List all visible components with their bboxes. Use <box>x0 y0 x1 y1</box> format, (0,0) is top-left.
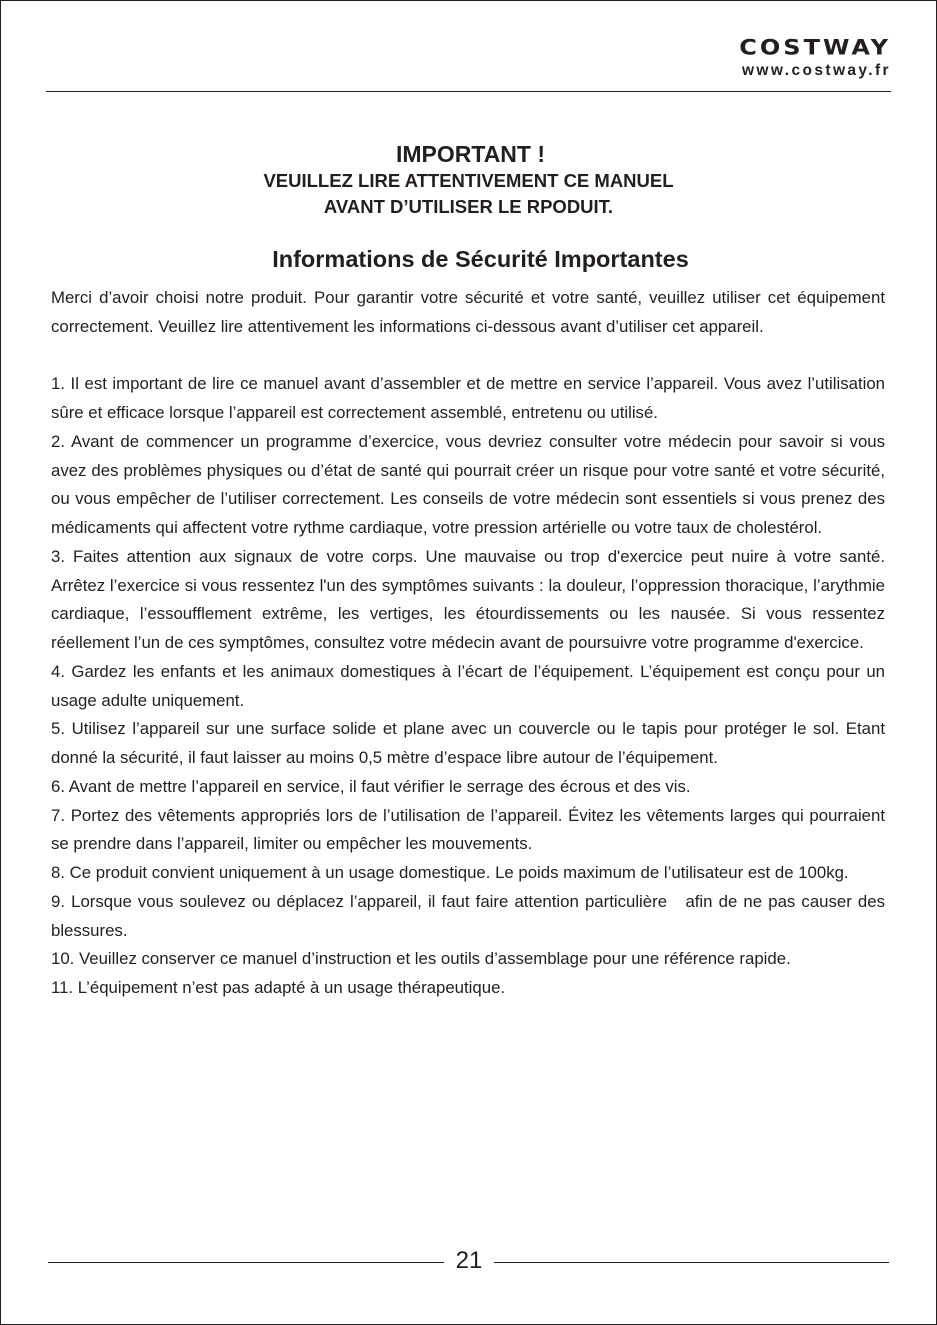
warning-line-2: AVANT D’UTILISER LE RPODUIT. <box>323 196 614 217</box>
brand-logo <box>739 36 891 80</box>
intro-paragraph: Merci d’avoir choisi notre produit. Pour garantir votre sécurité et votre santé, veuillez utiliser cet équipement correctement. Veuillez lire attentivement les informations ci-dessous avant d’utiliser cet appareil. <box>51 288 885 336</box>
header-divider <box>46 91 891 92</box>
safety-item-3: 3. Faites attention aux signaux de votre corps. Une mauvaise ou trop d'exercice peut nuire à votre santé. Arrêtez l’exercice si vous ressentez l'un des symptômes suivants : la douleur, l’oppression thoracique, l’arythmie cardiaque, l’essoufflement extrême, les vertiges, les étourdissements ou les nausée. Si vous ressentez réellement l’un de ces symptômes, consultez votre médecin avant de poursuivre votre programme d'exercice. <box>51 546 885 652</box>
safety-item-6: 6. Avant de mettre l’appareil en service, il faut vérifier le serrage des écrous et des vis. <box>51 776 691 796</box>
safety-item-8: 8. Ce produit convient uniquement à un usage domestique. Le poids maximum de l’utilisateur est de 100kg. <box>51 863 849 882</box>
brand-website: www.costway.fr <box>741 62 891 79</box>
safety-item-4: 4. Gardez les enfants et les animaux domestiques à l’écart de l’équipement. L’équipement est conçu pour un usage adulte uniquement. <box>51 661 885 710</box>
safety-item-1: 1. Il est important de lire ce manuel avant d’assembler et de mettre en service l’appareil. Vous avez l’utilisation sûre et efficace lorsque l’appareil est correctement assemblé, entretenu ou utilisé. <box>51 374 885 422</box>
footer-divider-right <box>494 1262 889 1263</box>
warning-line-1: VEUILLEZ LIRE ATTENTIVEMENT CE MANUEL <box>263 170 674 191</box>
section-title: Informations de Sécurité Importantes <box>272 246 689 272</box>
important-notice <box>0 140 937 220</box>
safety-text <box>51 284 890 1003</box>
page-number: 21 <box>455 1247 483 1274</box>
safety-item-10: 10. Veuillez conserver ce manuel d’instruction et les outils d’assemblage pour une référence rapide. <box>51 949 791 969</box>
brand-name: COSTWAY <box>739 35 891 60</box>
important-title: IMPORTANT ! <box>395 141 546 167</box>
safety-item-5: 5. Utilisez l’appareil sur une surface solide et plane avec un couvercle ou le tapis pour protéger le sol. Etant donné la sécurité, il faut laisser au moins 0,5 mètre d’espace libre autour de l’équipement. <box>51 719 885 767</box>
safety-item-2: 2. Avant de commencer un programme d’exercice, vous devriez consulter votre médecin pour savoir si vous avez des problèmes physiques ou d’état de santé qui pourrait créer un risque pour votre santé et votre sécurité, ou vous empêcher de l’utiliser correctement. Les conseils de votre médecin sont essentiels si vous prenez des médicaments qui affectent votre rythme cardiaque, votre pression artérielle ou votre taux de cholestérol. <box>51 431 885 537</box>
footer-divider-left <box>48 1262 444 1263</box>
safety-item-11: 11. L’équipement n’est pas adapté à un usage thérapeutique. <box>51 978 506 997</box>
safety-item-9: 9. Lorsque vous soulevez ou déplacez l’appareil, il faut faire attention particulière afin de ne pas causer des blessures. <box>51 891 890 940</box>
safety-item-7: 7. Portez des vêtements appropriés lors de l’utilisation de l’appareil. Évitez les vêtements larges qui pourraient se prendre dans l’appareil, limiter ou empêcher les mouvements. <box>51 805 885 854</box>
